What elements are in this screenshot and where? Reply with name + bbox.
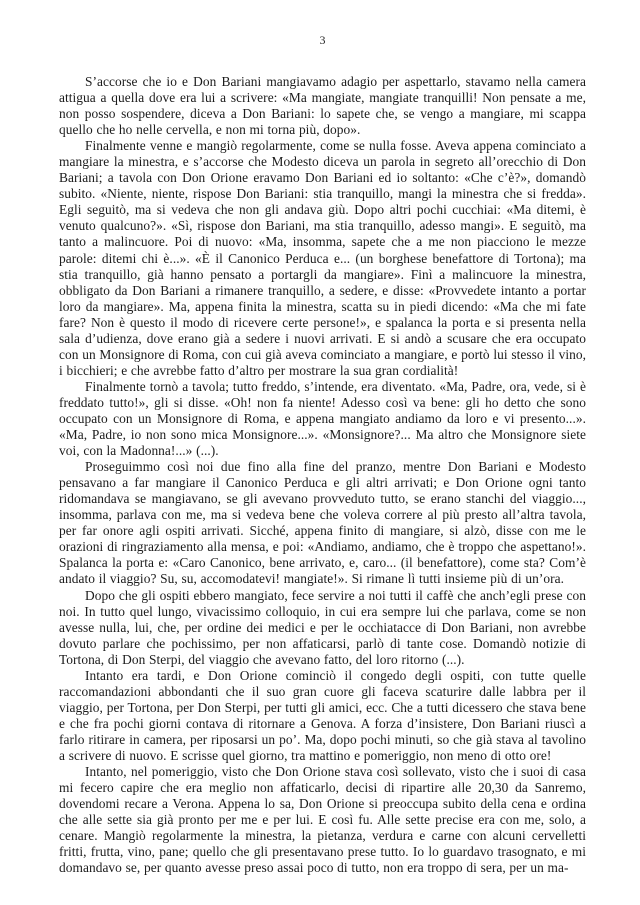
paragraph-5: Dopo che gli ospiti ebbero mangiato, fece servire a noi tutti il caffè che anch’egli prese con noi. In tutto quel lungo, vivacissimo colloquio, in cui era sempre lui che parlava, come se non avesse nulla, lui, che, per ordine dei medici e per le occhiatacce di Don Bariani, non avrebbe dovuto parlare che pochissimo, per non affaticarsi, parlò di tante cose. Domandò notizie di Tortona, di Don Sterpi, del viaggio che avevano fatto, del loro ritorno (...). bbox=[59, 587, 586, 667]
paragraph-6: Intanto era tardi, e Don Orione cominciò il congedo degli ospiti, con tutte quelle raccomandazioni abbondanti che il suo gran cuore gli faceva scaturire dalle labbra per il viaggio, per Tortona, per Don Sterpi, per tutti gli amici, ecc. Che a tutti dicessero che stava bene e che fra pochi giorni contava di ritornare a Genova. A forza d’insistere, Don Bariani riuscì a farlo ritirare in camera, per riposarsi un po’. Ma, dopo pochi minuti, so che già stava al tavolino a scrivere di nuovo. E scrisse quel giorno, tra mattino e pomeriggio, non meno di otto ore! bbox=[59, 667, 586, 763]
page-number: 3 bbox=[319, 33, 326, 47]
body-text bbox=[59, 74, 586, 876]
paragraph-2: Finalmente venne e mangiò regolarmente, come se nulla fosse. Aveva appena cominciato a mangiare la minestra, e s’accorse che Modesto diceva un parola in segreto all’orecchio di Don Bariani; a tavola con Don Orione eravamo Don Bariani ed io soltanto: «Che c’è?», domandò subito. «Niente, niente, rispose Don Bariani: stia tranquillo, mangi la minestra che si fredda». Egli seguitò, ma si vedeva che non gli andava giù. Dopo altri pochi cucchiai: «Ma ditemi, è venuto qualcuno?». «Sì, rispose don Bariani, ma stia tranquillo, adesso mangi». E seguitò, ma tanto a malincuore. Poi di nuovo: «Ma, insomma, sapete che a me non piacciono le mezze parole: ditemi chi è...». «È il Canonico Perduca e... (un borghese benefattore di Tortona); ma stia tranquillo, già hanno pensato a portargli da mangiare». Finì a malincuore la minestra, obbligato da Don Bariani a rimanere tranquillo, a sedere, e disse: «Provvedete intanto a portar loro da mangiare». Ma, appena finita la minestra, scatta su in piedi dicendo: «Ma che mi fate fare? Non è questo il modo di ricevere certe persone!», e spalanca la porta e si presenta nella sala d’udienza, dove erano già a sedere i nuovi arrivati. E si andò a scusare che era occupato con un Monsignore di Roma, con cui già aveva cominciato a mangiare, e portò lui stesso il vino, i bicchieri; e che avrebbe fatto d’altro per mostrare la sua gran cordialità! bbox=[59, 138, 586, 378]
paragraph-7: Intanto, nel pomeriggio, visto che Don Orione stava così sollevato, visto che i suoi di casa mi fecero capire che era meglio non affaticarlo, decisi di ripartire alle 20,30 da Sanremo, dovendomi recare a Verona. Appena lo sa, Don Orione si preoccupa subito della cena e ordina che alle sette sia già pronto per me e per lui. E così fu. Alle sette precise era con me, solo, a cenare. Mangiò regolarmente la minestra, la pietanza, verdura e carne con alcuni cervelletti fritti, frutta, vino, pane; quello che gli presentavano prese tutto. Io lo guardavo trasognato, e mi domandavo se, per quanto avesse preso assai poco di tutto, non era troppo di sera, per un ma- bbox=[59, 764, 586, 876]
paragraph-1: S’accorse che io e Don Bariani mangiavamo adagio per aspettarlo, stavamo nella camera attigua a quella dove era lui a scrivere: «Ma mangiate, mangiate tranquilli! Non pensate a me, non posso sospendere, diceva a Don Bariani: lo sapete che, se vengo a mangiare, mi scappa quello che ho nelle cervella, e non mi torna più, dopo». bbox=[59, 74, 586, 138]
paragraph-3: Finalmente tornò a tavola; tutto freddo, s’intende, era diventato. «Ma, Padre, ora, vede, si è freddato tutto!», gli si disse. «Oh! non fa niente! Adesso così va bene: gli ho detto che sono occupato con un Monsignore di Roma, e appena mangiato andiamo da loro e vi presento...». «Ma, Padre, io non sono mica Monsignore...». «Monsignore?... Ma altro che Monsignore siete voi, con la Madonna!...» (...). bbox=[59, 378, 586, 459]
paragraph-4: Proseguimmo così noi due fino alla fine del pranzo, mentre Don Bariani e Modesto pensavano a far mangiare il Canonico Perduca e gli altri arrivati; e Don Orione ogni tanto ridomandava se mangiavano, se gli avevano provveduto tutto, se erano stanchi del viaggio..., insomma, parlava con me, ma si vedeva bene che voleva correre al più presto all’altra tavola, per far onore agli ospiti arrivati. Sicché, appena finito di mangiare, si alzò, disse con me le orazioni di ringraziamento alla mensa, e poi: «Andiamo, andiamo, che è troppo che aspettano!». Spalanca la porta e: «Caro Canonico, bene arrivato, e, caro... (il benefattore), come sta? Com’è andato il viaggio? Su, su, accomodatevi! mangiate!». Si rimane lì tutti insieme più di un’ora. bbox=[59, 459, 586, 587]
